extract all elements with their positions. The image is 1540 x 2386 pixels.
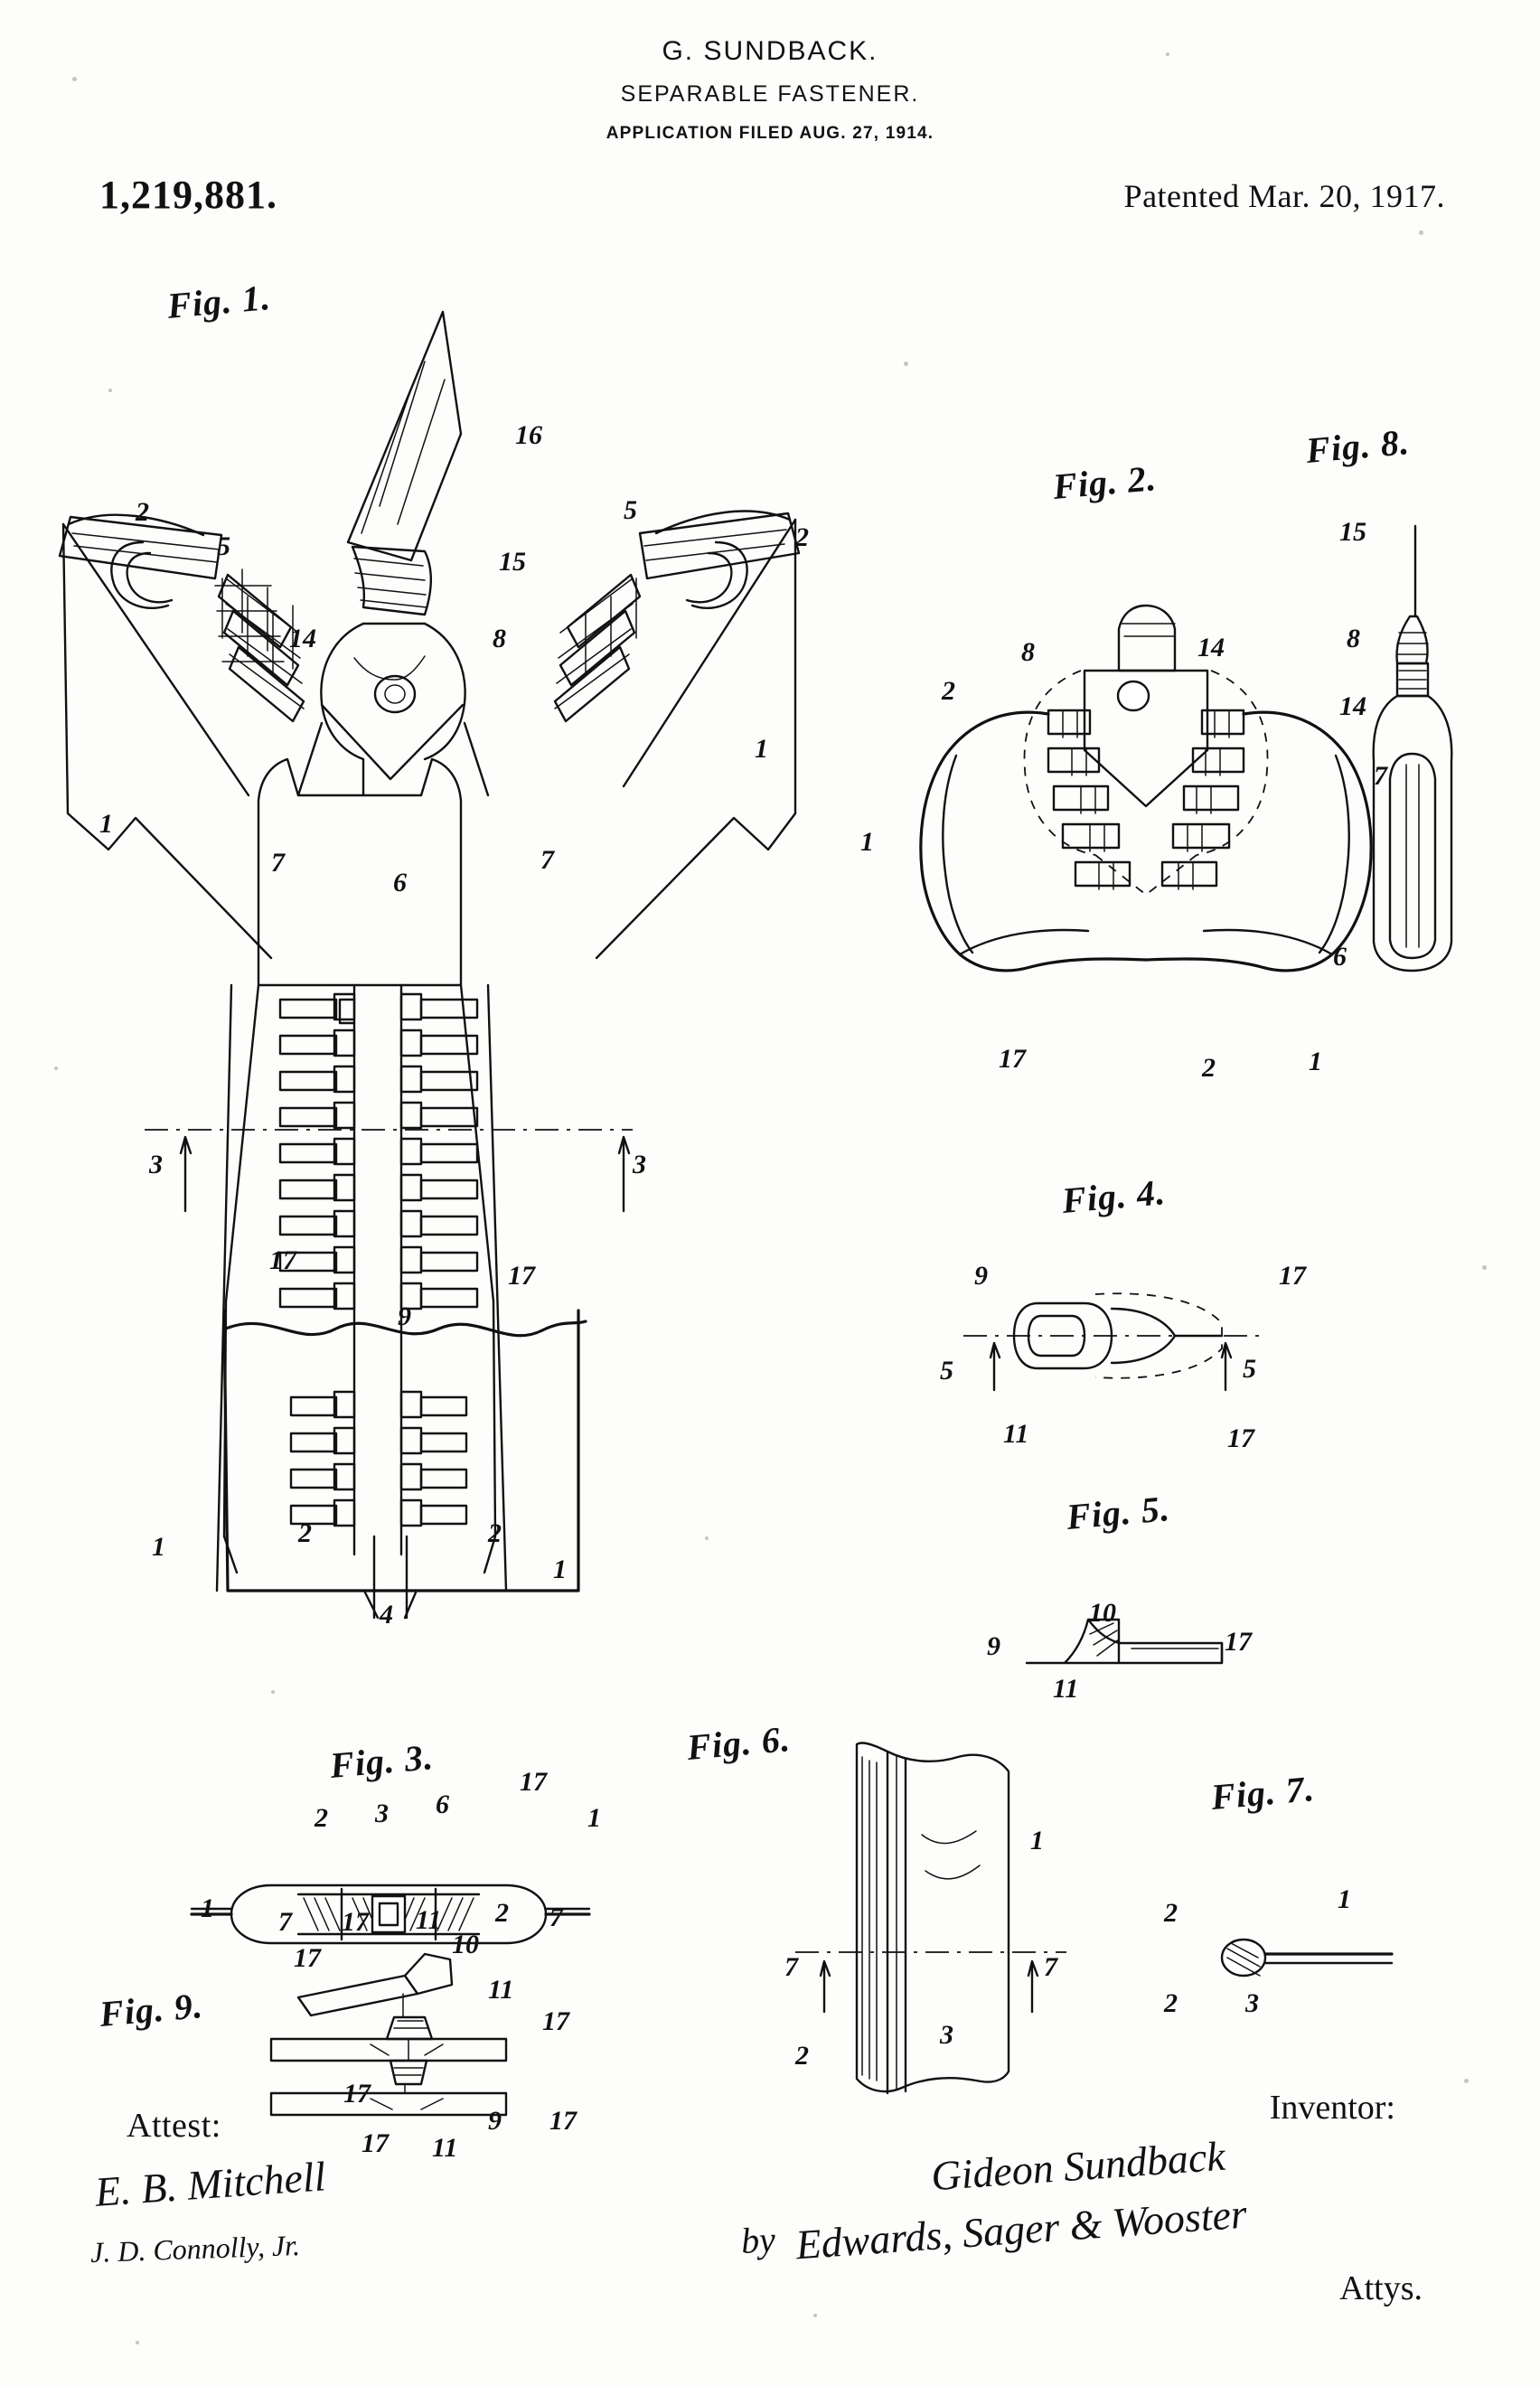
scan-speck [904,362,908,366]
ref-fig5-9: 9 [987,1631,1000,1661]
ref-fig1-2-left: 2 [136,497,149,527]
ref-fig8-15: 15 [1339,517,1366,547]
ref-fig9-11-b: 11 [432,2133,458,2163]
attorneys-label: Attys. [1339,2269,1423,2307]
ref-fig5-10: 10 [1089,1598,1116,1628]
ref-fig9-10: 10 [452,1930,479,1959]
figure-8-drawing [1374,526,1452,971]
ref-fig8-14: 14 [1339,691,1366,721]
ref-fig1-4: 4 [380,1600,393,1630]
figure-3-drawing [192,1885,589,1943]
ref-fig3-7-right: 7 [549,1902,563,1932]
ref-fig6-3: 3 [940,2020,953,2050]
figure-caption-fig8: Fig. 8. [1304,421,1412,471]
inventor-signature: Gideon Sundback [929,2132,1227,2200]
scan-speck [705,1536,709,1540]
ref-fig2-2-top: 2 [942,676,955,706]
ref-fig1-7-left: 7 [271,848,285,878]
ref-fig7-2-bottom: 2 [1164,1988,1178,2018]
figure-caption-fig9: Fig. 9. [98,1985,205,2034]
ref-fig2-1-right: 1 [1309,1047,1322,1076]
attest-label: Attest: [127,2107,221,2145]
figure-9-drawing [271,1954,506,2115]
figure-1-drawing [60,312,799,1618]
by-label: by [739,2219,776,2261]
scan-speck [54,1066,58,1070]
ref-fig1-15: 15 [499,547,526,577]
ref-fig1-6: 6 [393,868,407,897]
ref-fig9-9: 9 [488,2106,502,2136]
ref-fig8-6: 6 [1333,942,1347,972]
ref-fig8-8: 8 [1347,624,1360,653]
ref-fig3-17-top: 17 [520,1767,547,1797]
ref-fig2-17: 17 [999,1044,1026,1074]
ref-fig6-2: 2 [795,2041,809,2071]
ref-fig4-17-bottom: 17 [1227,1423,1254,1453]
ref-fig1-2-right: 2 [795,522,809,552]
witness-signature-1: E. B. Mitchell [93,2153,327,2215]
ref-fig1-5-right: 5 [624,495,637,525]
ref-fig3-3: 3 [375,1799,389,1828]
ref-fig1-7-right: 7 [540,845,554,875]
scan-speck [108,389,112,392]
ref-fig1-17-right: 17 [508,1261,535,1291]
figure-caption-fig2: Fig. 2. [1051,457,1159,507]
ref-fig3-11: 11 [416,1905,442,1935]
ref-fig6-1: 1 [1030,1826,1044,1855]
ref-fig7-1: 1 [1338,1884,1351,1914]
ref-fig1-1-bottom-right: 1 [553,1555,567,1584]
inventor-label: Inventor: [1269,2089,1395,2127]
ref-fig1-2-bottom-right: 2 [488,1518,502,1548]
scan-speck [1482,1265,1487,1270]
figure-5-drawing [1027,1620,1222,1663]
ref-fig6-7-left: 7 [784,1952,798,1982]
ref-fig2-1-left: 1 [860,827,874,857]
ref-fig1-8: 8 [493,624,506,653]
scan-speck [136,2341,139,2344]
figure-caption-fig6: Fig. 6. [685,1718,793,1768]
ref-fig3-1-left: 1 [201,1893,214,1923]
ref-fig7-2-top: 2 [1164,1898,1178,1928]
patent-filing-date: APPLICATION FILED AUG. 27, 1914. [606,124,934,143]
figure-caption-fig5: Fig. 5. [1065,1488,1172,1537]
scan-speck [813,2314,817,2317]
figure-4-drawing [963,1293,1265,1390]
patent-author: G. SUNDBACK. [662,36,878,66]
ref-fig1-14: 14 [289,624,316,653]
ref-fig3-2-right: 2 [495,1898,509,1928]
ref-fig4-5-left: 5 [940,1356,953,1386]
ref-fig1-9: 9 [398,1301,411,1331]
ref-fig8-7: 7 [1374,761,1387,791]
ref-fig9-17-a: 17 [294,1943,321,1973]
patent-grant-date: Patented Mar. 20, 1917. [1123,178,1445,214]
ref-fig1-5-left: 5 [217,531,230,561]
scan-speck [1166,52,1169,56]
ref-fig3-1-right: 1 [587,1803,601,1833]
attorneys-signature: Edwards, Sager & Wooster [793,2190,1249,2269]
ref-fig9-17-d: 17 [549,2106,577,2136]
ref-fig1-1-right: 1 [755,734,768,764]
figure-6-drawing [795,1743,1066,2093]
ref-fig2-2-bottom: 2 [1202,1053,1216,1083]
ref-fig6-7-right: 7 [1044,1952,1057,1982]
figure-caption-fig7: Fig. 7. [1209,1768,1317,1818]
scan-speck [271,1690,275,1694]
patent-number: 1,219,881. [99,173,277,217]
ref-fig4-5-right: 5 [1243,1354,1256,1384]
ref-fig9-17-e: 17 [362,2128,389,2158]
figure-caption-fig3: Fig. 3. [328,1736,436,1786]
scan-speck [1419,230,1423,235]
ref-fig4-11: 11 [1003,1419,1029,1449]
figure-2-drawing [921,606,1371,971]
ref-fig4-9: 9 [974,1261,988,1291]
scan-speck [1464,2079,1469,2083]
scan-speck [72,77,77,81]
ref-fig3-7-left: 7 [278,1907,292,1937]
ref-fig3-2: 2 [315,1803,328,1833]
ref-fig1-1-left: 1 [99,809,113,839]
figure-7-drawing [1222,1940,1392,1976]
ref-fig4-17-top: 17 [1279,1261,1306,1291]
witness-signature-2: J. D. Connolly, Jr. [89,2228,301,2269]
ref-fig1-1-bottom-left: 1 [152,1532,165,1562]
ref-fig7-3: 3 [1245,1988,1259,2018]
ref-fig1-3-left: 3 [149,1150,163,1179]
ref-fig1-16: 16 [515,420,542,450]
ref-fig2-14: 14 [1197,633,1225,662]
ref-fig1-17-left: 17 [269,1245,296,1275]
figure-caption-fig1: Fig. 1. [165,277,273,326]
ref-fig9-17-b: 17 [542,2006,569,2036]
ref-fig2-8: 8 [1021,637,1035,667]
patent-title: SEPARABLE FASTENER. [620,81,920,107]
ref-fig3-6: 6 [436,1790,449,1819]
ref-fig9-17-c: 17 [343,2079,371,2109]
ref-fig5-11: 11 [1053,1674,1079,1704]
ref-fig1-2-bottom-left: 2 [298,1518,312,1548]
figure-caption-fig4: Fig. 4. [1060,1171,1168,1221]
ref-fig1-3-right: 3 [633,1150,646,1179]
ref-fig3-17-bottom: 17 [342,1907,369,1937]
ref-fig5-17: 17 [1225,1627,1252,1657]
ref-fig9-11-a: 11 [488,1975,514,2005]
